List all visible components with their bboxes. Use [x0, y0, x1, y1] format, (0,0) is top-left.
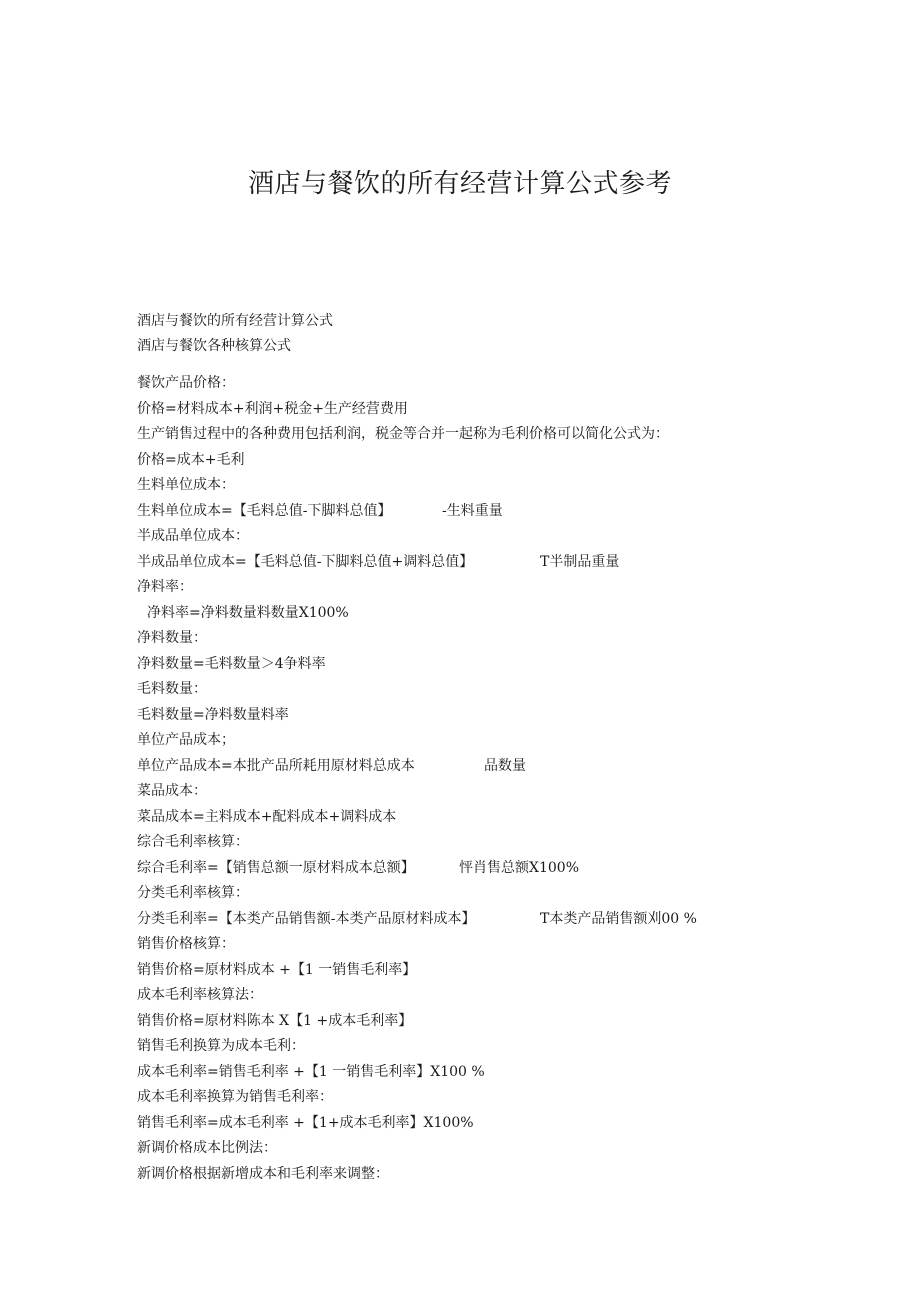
formula-list: [137, 371, 857, 1187]
formula-line: [137, 524, 857, 550]
formula-text: 净料数量=毛料数量＞4争料率: [137, 655, 326, 672]
formula-line: [137, 397, 857, 423]
formula-divisor-text: -生料重量: [442, 502, 503, 519]
formula-text: 半成品单位成本=【毛料总值-下脚料总值+调料总值】: [137, 553, 474, 570]
formula-text: 单位产品成本；: [137, 732, 235, 748]
formula-text: 半成品单位成本：: [137, 528, 249, 544]
formula-line: [137, 499, 857, 525]
formula-text: 生产销售过程中的各种费用包括利润，税金等合并一起称为毛利价格可以简化公式为：: [137, 426, 669, 442]
formula-text: 菜品成本：: [137, 783, 207, 799]
subtitle-line: 酒店与餐饮的所有经营计算公式: [137, 313, 333, 329]
formula-line: [137, 473, 857, 499]
formula-text: 销售价格=原材料成本 +【1 一销售毛利率】: [137, 961, 417, 978]
formula-line: [137, 932, 857, 958]
formula-text: 综合毛利率=【销售总额一原材料成本总额】: [137, 859, 415, 876]
formula-text: 毛料数量=净料数量料率: [137, 706, 289, 723]
formula-text: 成本毛利率=销售毛利率 +【1 一销售毛利率】X100 %: [137, 1063, 485, 1080]
formula-text: 分类毛利率=【本类产品销售额-本类产品原材料成本】: [137, 910, 476, 927]
formula-line: [137, 805, 857, 831]
formula-text: 销售价格=原材料陈本 X【1 +成本毛利率】: [137, 1012, 413, 1029]
formula-divisor-text: T半制品重量: [540, 553, 620, 570]
formula-text: 生料单位成本：: [137, 477, 235, 493]
formula-text: 新调价格根据新增成本和毛利率来调整：: [137, 1165, 389, 1182]
formula-line: [137, 703, 857, 729]
subtitle-line: 酒店与餐饮各种核算公式: [137, 338, 291, 354]
formula-line: [137, 881, 857, 907]
formula-text: 销售价格核算：: [137, 936, 235, 952]
formula-text: 销售毛利换算为成本毛利：: [137, 1038, 305, 1054]
formula-text: 餐饮产品价格：: [137, 375, 235, 391]
formula-text: 新调价格成本比例法：: [137, 1140, 277, 1156]
formula-line: [137, 1034, 857, 1060]
formula-text: 销售毛利率=成本毛利率 +【1+成本毛利率】X100%: [137, 1114, 474, 1131]
formula-line: [137, 652, 857, 678]
formula-text: 净料率：: [137, 579, 193, 595]
document-title: 酒店与餐饮的所有经营计算公式参考: [247, 169, 672, 199]
formula-line: [137, 601, 857, 627]
formula-line: [137, 779, 857, 805]
formula-text: 价格=材料成本+利润+税金+生产经营费用: [137, 400, 408, 417]
formula-divisor-text: 怦肖售总额X100%: [459, 859, 579, 876]
formula-divisor-text: T本类产品销售额刈00 %: [540, 910, 697, 927]
formula-line: [137, 1009, 857, 1035]
formula-text: 菜品成本=主料成本+配料成本+调料成本: [137, 808, 397, 825]
formula-line: [137, 422, 857, 448]
formula-line: [137, 1085, 857, 1111]
formula-text: 价格=成本+毛利: [137, 451, 245, 468]
formula-text: 单位产品成本=本批产品所耗用原材料总成本: [137, 757, 415, 774]
formula-text: 毛料数量：: [137, 681, 207, 697]
formula-line: [137, 677, 857, 703]
formula-line: [137, 1136, 857, 1162]
subtitle-block: [137, 309, 333, 359]
formula-text: 成本毛利率核算法：: [137, 987, 263, 1003]
formula-line: [137, 550, 857, 576]
formula-line: [137, 371, 857, 397]
formula-text: 成本毛利率换算为销售毛利率：: [137, 1089, 333, 1105]
formula-line: [137, 1111, 857, 1137]
formula-line: [137, 958, 857, 984]
formula-text: 综合毛利率核算：: [137, 834, 249, 850]
formula-line: [137, 626, 857, 652]
formula-text: 生料单位成本=【毛料总值-下脚料总值】: [137, 502, 392, 519]
formula-line: [137, 728, 857, 754]
formula-line: [137, 1060, 857, 1086]
formula-text: 分类毛利率核算：: [137, 885, 249, 901]
formula-line: [137, 448, 857, 474]
formula-line: [137, 983, 857, 1009]
formula-line: [137, 907, 857, 933]
formula-line: [137, 1162, 857, 1188]
formula-text: 净料数量：: [137, 630, 207, 646]
formula-line: [137, 754, 857, 780]
formula-line: [137, 856, 857, 882]
formula-line: [137, 830, 857, 856]
formula-divisor-text: 品数量: [484, 757, 526, 774]
formula-line: [137, 575, 857, 601]
formula-text: 净料率=净料数量料数量X100%: [147, 604, 349, 621]
